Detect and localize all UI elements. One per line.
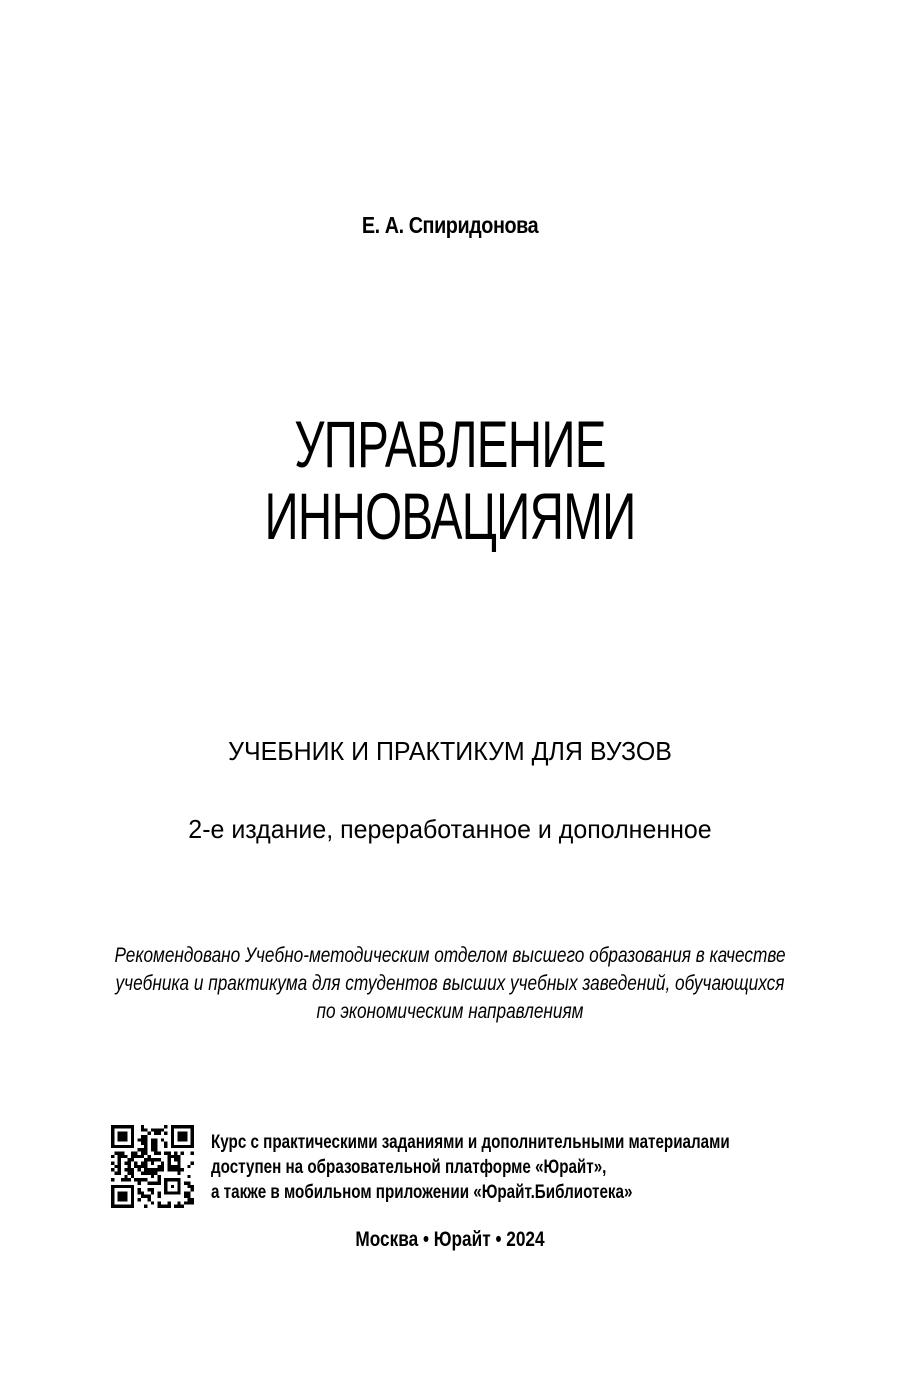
publisher-imprint: Москва • Юрайт • 2024 — [355, 1228, 545, 1251]
course-info-line-1: Курс с практическими заданиями и дополнительными материалами — [211, 1132, 730, 1153]
book-title-line-2: ИННОВАЦИЯМИ — [264, 479, 636, 553]
qr-code-icon — [111, 1125, 194, 1208]
course-info-line-3: а также в мобильном приложении «Юрайт.Библиотека» — [211, 1182, 633, 1203]
course-info-line-2: доступен на образовательной платформе «Юрайт», — [211, 1157, 607, 1178]
course-info — [211, 1130, 730, 1205]
book-title-line-1: УПРАВЛЕНИЕ — [294, 407, 606, 481]
recommendation-note — [81, 942, 819, 1026]
recommendation-line-2: учебника и практикума для студентов высших учебных заведений, обучающихся — [115, 972, 785, 995]
edition-note: 2-е издание, переработанное и дополненное — [188, 814, 712, 844]
recommendation-line-1: Рекомендовано Учебно-методическим отделом высшего образования в качестве — [114, 944, 786, 967]
book-title — [126, 408, 774, 552]
book-subtitle: УЧЕБНИК И ПРАКТИКУМ ДЛЯ ВУЗОВ — [228, 736, 672, 766]
recommendation-line-3: по экономическим направлениям — [316, 1000, 584, 1023]
author: Е. А. Спиридонова — [361, 212, 539, 238]
